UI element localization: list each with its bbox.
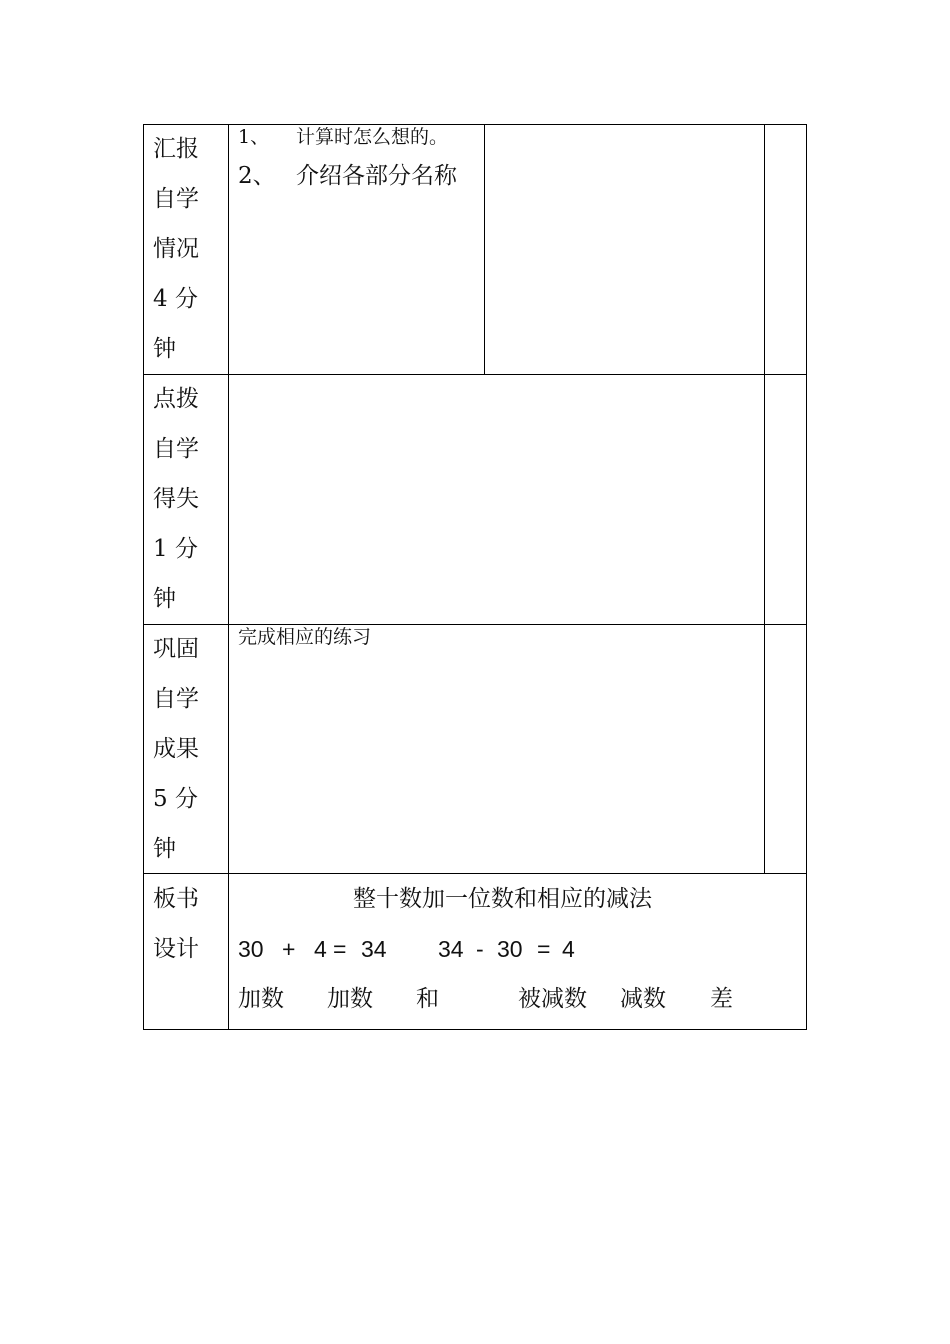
- minus-sign: -: [476, 936, 484, 962]
- row-divider-2: [143, 624, 807, 625]
- equals-sign: =: [537, 936, 551, 962]
- label-line: 钟: [153, 586, 176, 612]
- term-addend-1: 加数: [238, 986, 284, 1012]
- label-line: 钟: [153, 836, 176, 862]
- term-addend-2: 加数: [327, 986, 373, 1012]
- board-title: 整十数加一位数和相应的减法: [353, 886, 652, 912]
- subtrahend: 30: [497, 936, 523, 962]
- report-item-1-text: 计算时怎么想的。: [296, 126, 449, 148]
- term-sum: 和: [416, 986, 439, 1012]
- table-border-left: [143, 124, 144, 1030]
- label-line: 得失: [153, 486, 199, 512]
- label-column-divider: [228, 124, 229, 1030]
- label-line: 自学: [153, 186, 199, 212]
- report-inner-divider: [484, 124, 485, 374]
- equals-sign: =: [333, 936, 347, 962]
- term-subtrahend: 减数: [620, 986, 666, 1012]
- label-line: 4 分: [153, 286, 198, 312]
- label-line: 自学: [153, 436, 199, 462]
- addend-1: 30: [238, 936, 264, 962]
- label-line: 钟: [153, 336, 176, 362]
- label-line: 巩固: [153, 636, 199, 662]
- label-line: 设计: [153, 936, 199, 962]
- term-difference: 差: [710, 986, 733, 1012]
- consolidate-text: 完成相应的练习: [238, 626, 372, 648]
- report-item-1-number: 1、: [238, 126, 270, 148]
- minuend: 34: [438, 936, 464, 962]
- label-line: 点拨: [153, 386, 199, 412]
- row-divider-1: [143, 374, 807, 375]
- term-minuend: 被减数: [518, 986, 587, 1012]
- report-item-2-text: 介绍各部分名称: [296, 163, 457, 189]
- row-divider-3: [143, 873, 807, 874]
- label-line: 1 分: [153, 536, 198, 562]
- difference: 4: [562, 936, 575, 962]
- notes-column-divider: [764, 124, 765, 873]
- addend-2: 4: [314, 936, 327, 962]
- label-line: 5 分: [153, 786, 198, 812]
- label-line: 汇报: [153, 136, 199, 162]
- label-line: 情况: [153, 236, 199, 262]
- report-item-2-number: 2、: [238, 163, 276, 189]
- label-line: 自学: [153, 686, 199, 712]
- sum: 34: [361, 936, 387, 962]
- table-border-top: [143, 124, 807, 125]
- label-line: 板书: [153, 886, 199, 912]
- table-border-bottom: [143, 1029, 807, 1030]
- plus-sign: +: [282, 936, 296, 962]
- table-border-right: [806, 124, 807, 1030]
- label-line: 成果: [153, 736, 199, 762]
